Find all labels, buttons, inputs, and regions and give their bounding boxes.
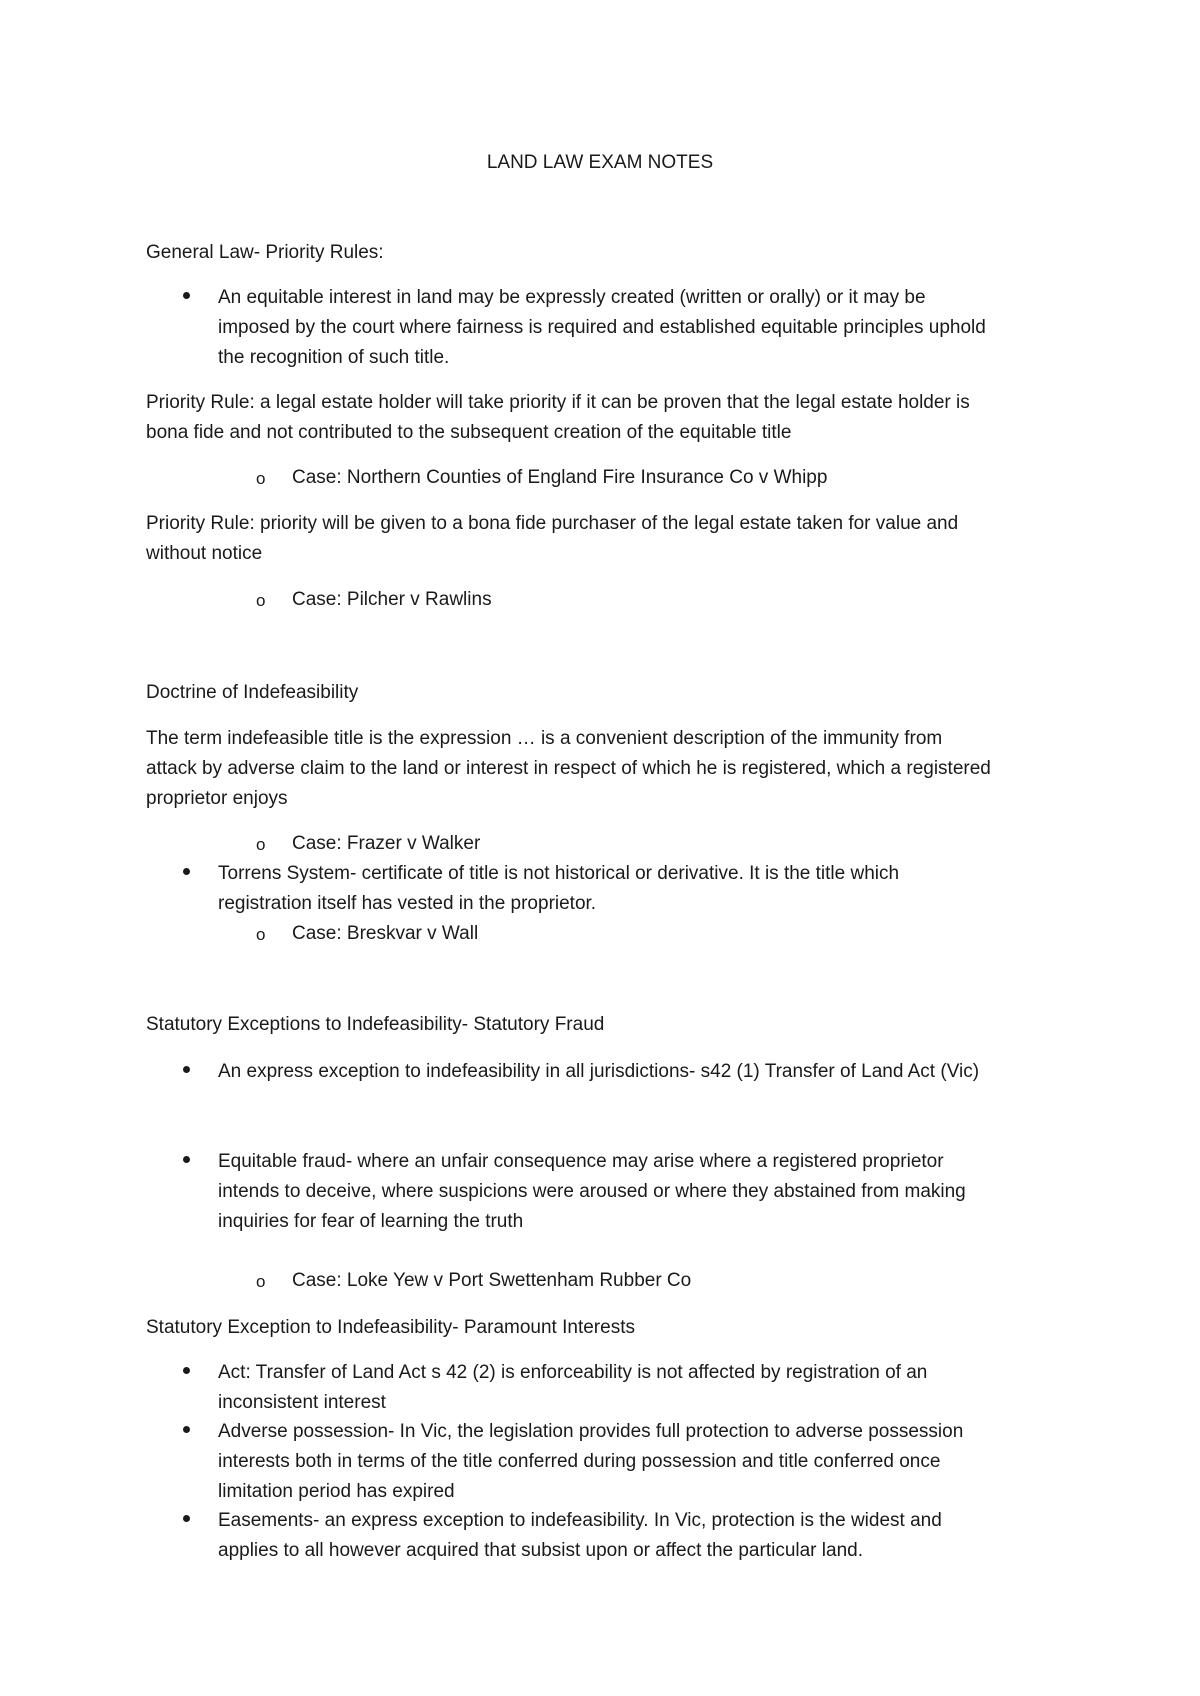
priority-rule-line: Priority Rule: a legal estate holder will take priority if it can be proven that the legal estate holder is	[146, 392, 970, 413]
case-citation: Case: Frazer v Walker	[292, 833, 481, 854]
bullet-icon	[183, 1515, 190, 1522]
case-citation: Case: Northern Counties of England Fire Insurance Co v Whipp	[292, 467, 828, 488]
section-heading-doctrine: Doctrine of Indefeasibility	[146, 682, 359, 703]
sub-bullet-icon: o	[256, 469, 266, 488]
bullet-icon	[183, 1156, 190, 1163]
bullet-icon	[183, 868, 190, 875]
section-heading-statutory-fraud: Statutory Exceptions to Indefeasibility- Statutory Fraud	[146, 1014, 605, 1035]
bullet-icon	[183, 1066, 190, 1073]
bullet-line: Adverse possession- In Vic, the legislation provides full protection to adverse possession	[218, 1421, 964, 1442]
paragraph-line: The term indefeasible title is the expression … is a convenient description of the immunity from	[146, 728, 943, 749]
bullet-line: An express exception to indefeasibility in all jurisdictions- s42 (1) Transfer of Land Act (Vic)	[218, 1061, 980, 1082]
sub-bullet-icon: o	[256, 925, 266, 944]
priority-rule-line: without notice	[146, 543, 263, 564]
paragraph-line: attack by adverse claim to the land or interest in respect of which he is registered, which a registered	[146, 758, 991, 779]
bullet-line: interests both in terms of the title conferred during possession and title conferred once	[218, 1451, 941, 1472]
bullet-line: Equitable fraud- where an unfair consequence may arise where a registered proprietor	[218, 1151, 944, 1172]
bullet-icon	[183, 292, 190, 299]
case-citation: Case: Breskvar v Wall	[292, 923, 479, 944]
bullet-line: Act: Transfer of Land Act s 42 (2) is enforceability is not affected by registration of an	[218, 1362, 928, 1383]
paragraph-line: proprietor enjoys	[146, 788, 288, 809]
bullet-line: imposed by the court where fairness is required and established equitable principles uphold	[218, 317, 986, 338]
sub-bullet-icon: o	[256, 835, 266, 854]
priority-rule-line: bona fide and not contributed to the subsequent creation of the equitable title	[146, 422, 792, 443]
bullet-icon	[183, 1426, 190, 1433]
bullet-line: Easements- an express exception to indefeasibility. In Vic, protection is the widest and	[218, 1510, 942, 1531]
section-heading-paramount: Statutory Exception to Indefeasibility- Paramount Interests	[146, 1317, 635, 1338]
bullet-line: intends to deceive, where suspicions were aroused or where they abstained from making	[218, 1181, 966, 1202]
bullet-line: Torrens System- certificate of title is not historical or derivative. It is the title which	[218, 863, 900, 884]
bullet-line: registration itself has vested in the proprietor.	[218, 893, 597, 914]
bullet-line: the recognition of such title.	[218, 347, 450, 368]
bullet-line: applies to all however acquired that subsist upon or affect the particular land.	[218, 1540, 863, 1561]
bullet-line: inconsistent interest	[218, 1392, 386, 1413]
bullet-line: inquiries for fear of learning the truth	[218, 1211, 524, 1232]
bullet-line: An equitable interest in land may be expressly created (written or orally) or it may be	[218, 287, 926, 308]
bullet-line: limitation period has expired	[218, 1481, 455, 1502]
section-heading-general-law: General Law- Priority Rules:	[146, 242, 384, 263]
sub-bullet-icon: o	[256, 1272, 266, 1291]
case-citation: Case: Loke Yew v Port Swettenham Rubber Co	[292, 1270, 692, 1291]
priority-rule-line: Priority Rule: priority will be given to a bona fide purchaser of the legal estate taken for value and	[146, 513, 959, 534]
sub-bullet-icon: o	[256, 591, 266, 610]
case-citation: Case: Pilcher v Rawlins	[292, 589, 492, 610]
page-title: LAND LAW EXAM NOTES	[486, 152, 714, 173]
bullet-icon	[183, 1367, 190, 1374]
